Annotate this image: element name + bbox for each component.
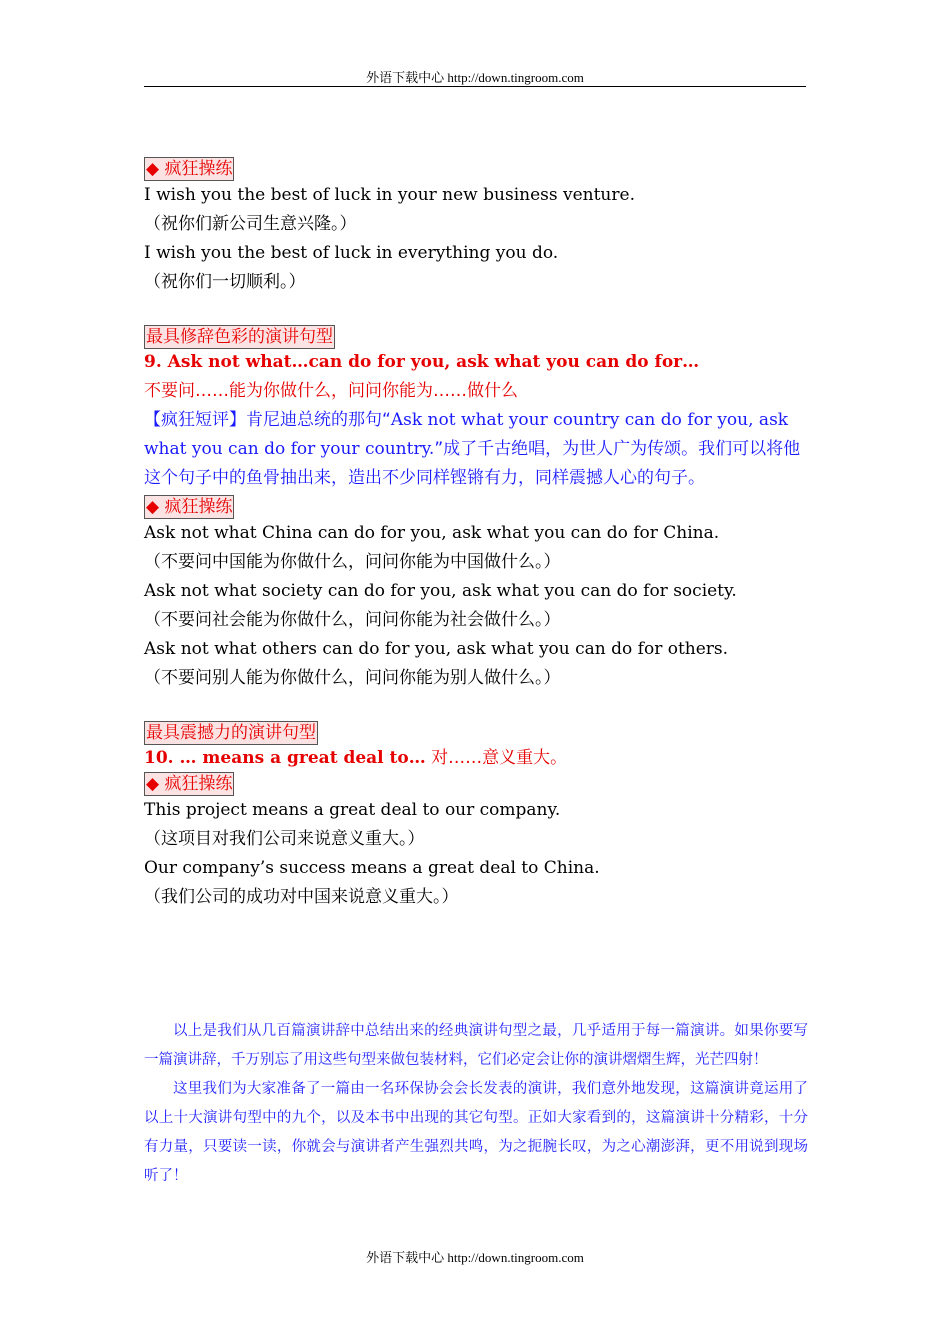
practice-tag: ◆ 疯狂操练 (146, 159, 233, 179)
example-zh: （这项目对我们公司来说意义重大。） (144, 829, 425, 849)
closing-text (144, 1017, 808, 1191)
pattern-heading-zh: 对……意义重大。 (425, 748, 568, 768)
example-en: Ask not what society can do for you, ask what you can do for society. (144, 581, 737, 601)
example-zh: （我们公司的成功对中国来说意义重大。） (144, 887, 459, 907)
example-zh: （不要问社会能为你做什么，问问你能为社会做什么。） (144, 610, 561, 630)
example-zh: （祝你们一切顺利。） (144, 272, 306, 292)
example-en: This project means a great deal to our company. (144, 800, 561, 820)
example-en: Ask not what others can do for you, ask what you can do for others. (144, 639, 729, 659)
closing-paragraph: 以上是我们从几百篇演讲辞中总结出来的经典演讲句型之最，几乎适用于每一篇演讲。如果你要写一篇演讲辞，千万别忘了用这些句型来做包装材料，它们必定会让你的演讲熠熠生辉，光芒四射！ (144, 1023, 808, 1068)
comment-part1: 肯尼迪总统的那句“ (246, 410, 391, 430)
example-en: Ask not what China can do for you, ask what you can do for China. (144, 523, 720, 543)
footer-url: http://down.tingroom.com (447, 1250, 584, 1265)
example-zh: （不要问别人能为你做什么，问问你能为别人做什么。） (144, 668, 561, 688)
comment-paragraph (144, 406, 812, 493)
example-en: I wish you the best of luck in everything you do. (144, 243, 559, 263)
document-body (144, 157, 812, 912)
example-zh: （祝你们新公司生意兴隆。） (144, 214, 357, 234)
practice-tag: ◆ 疯狂操练 (146, 497, 233, 517)
category-tag: 最具修辞色彩的演讲句型 (146, 327, 333, 347)
example-en: I wish you the best of luck in your new business venture. (144, 185, 635, 205)
page-footer (144, 1247, 806, 1266)
page-header (144, 67, 806, 86)
example-en: Our company’s success means a great deal to China. (144, 858, 600, 878)
pattern-heading-en: 10. … means a great deal to… (144, 748, 426, 768)
footer-site: 外语下载中心 (366, 1250, 445, 1265)
header-url: http://down.tingroom.com (447, 70, 584, 85)
pattern-heading: 9. Ask not what…can do for you, ask what you can do for… (144, 352, 700, 372)
header-divider (144, 86, 806, 87)
comment-quote: Ask not what your country can do for you, ask what you can do for your country. (144, 410, 789, 459)
comment-part2: ”成了千古绝唱，为世人广为传颂。我们可以将他这个句子中的鱼骨抽出来，造出不少同样铿锵有力，同样震撼人心的句子。 (144, 439, 801, 488)
pattern-heading (144, 745, 812, 772)
category-tag: 最具震撼力的演讲句型 (146, 723, 316, 743)
example-zh: （不要问中国能为你做什么，问问你能为中国做什么。） (144, 552, 561, 572)
practice-tag: ◆ 疯狂操练 (146, 774, 233, 794)
pattern-heading-zh: 不要问……能为你做什么，问问你能为……做什么 (144, 381, 518, 401)
comment-label: 【疯狂短评】 (144, 410, 246, 430)
header-site: 外语下载中心 (366, 70, 445, 85)
closing-paragraph: 这里我们为大家准备了一篇由一名环保协会会长发表的演讲，我们意外地发现，这篇演讲竟运用了以上十大演讲句型中的九个，以及本书中出现的其它句型。正如大家看到的，这篇演讲十分精彩，十分有力量，只要读一读，你就会与演讲者产生强烈共鸣，为之扼腕长叹，为之心潮澎湃，更不用说到现场听了！ (144, 1081, 808, 1184)
